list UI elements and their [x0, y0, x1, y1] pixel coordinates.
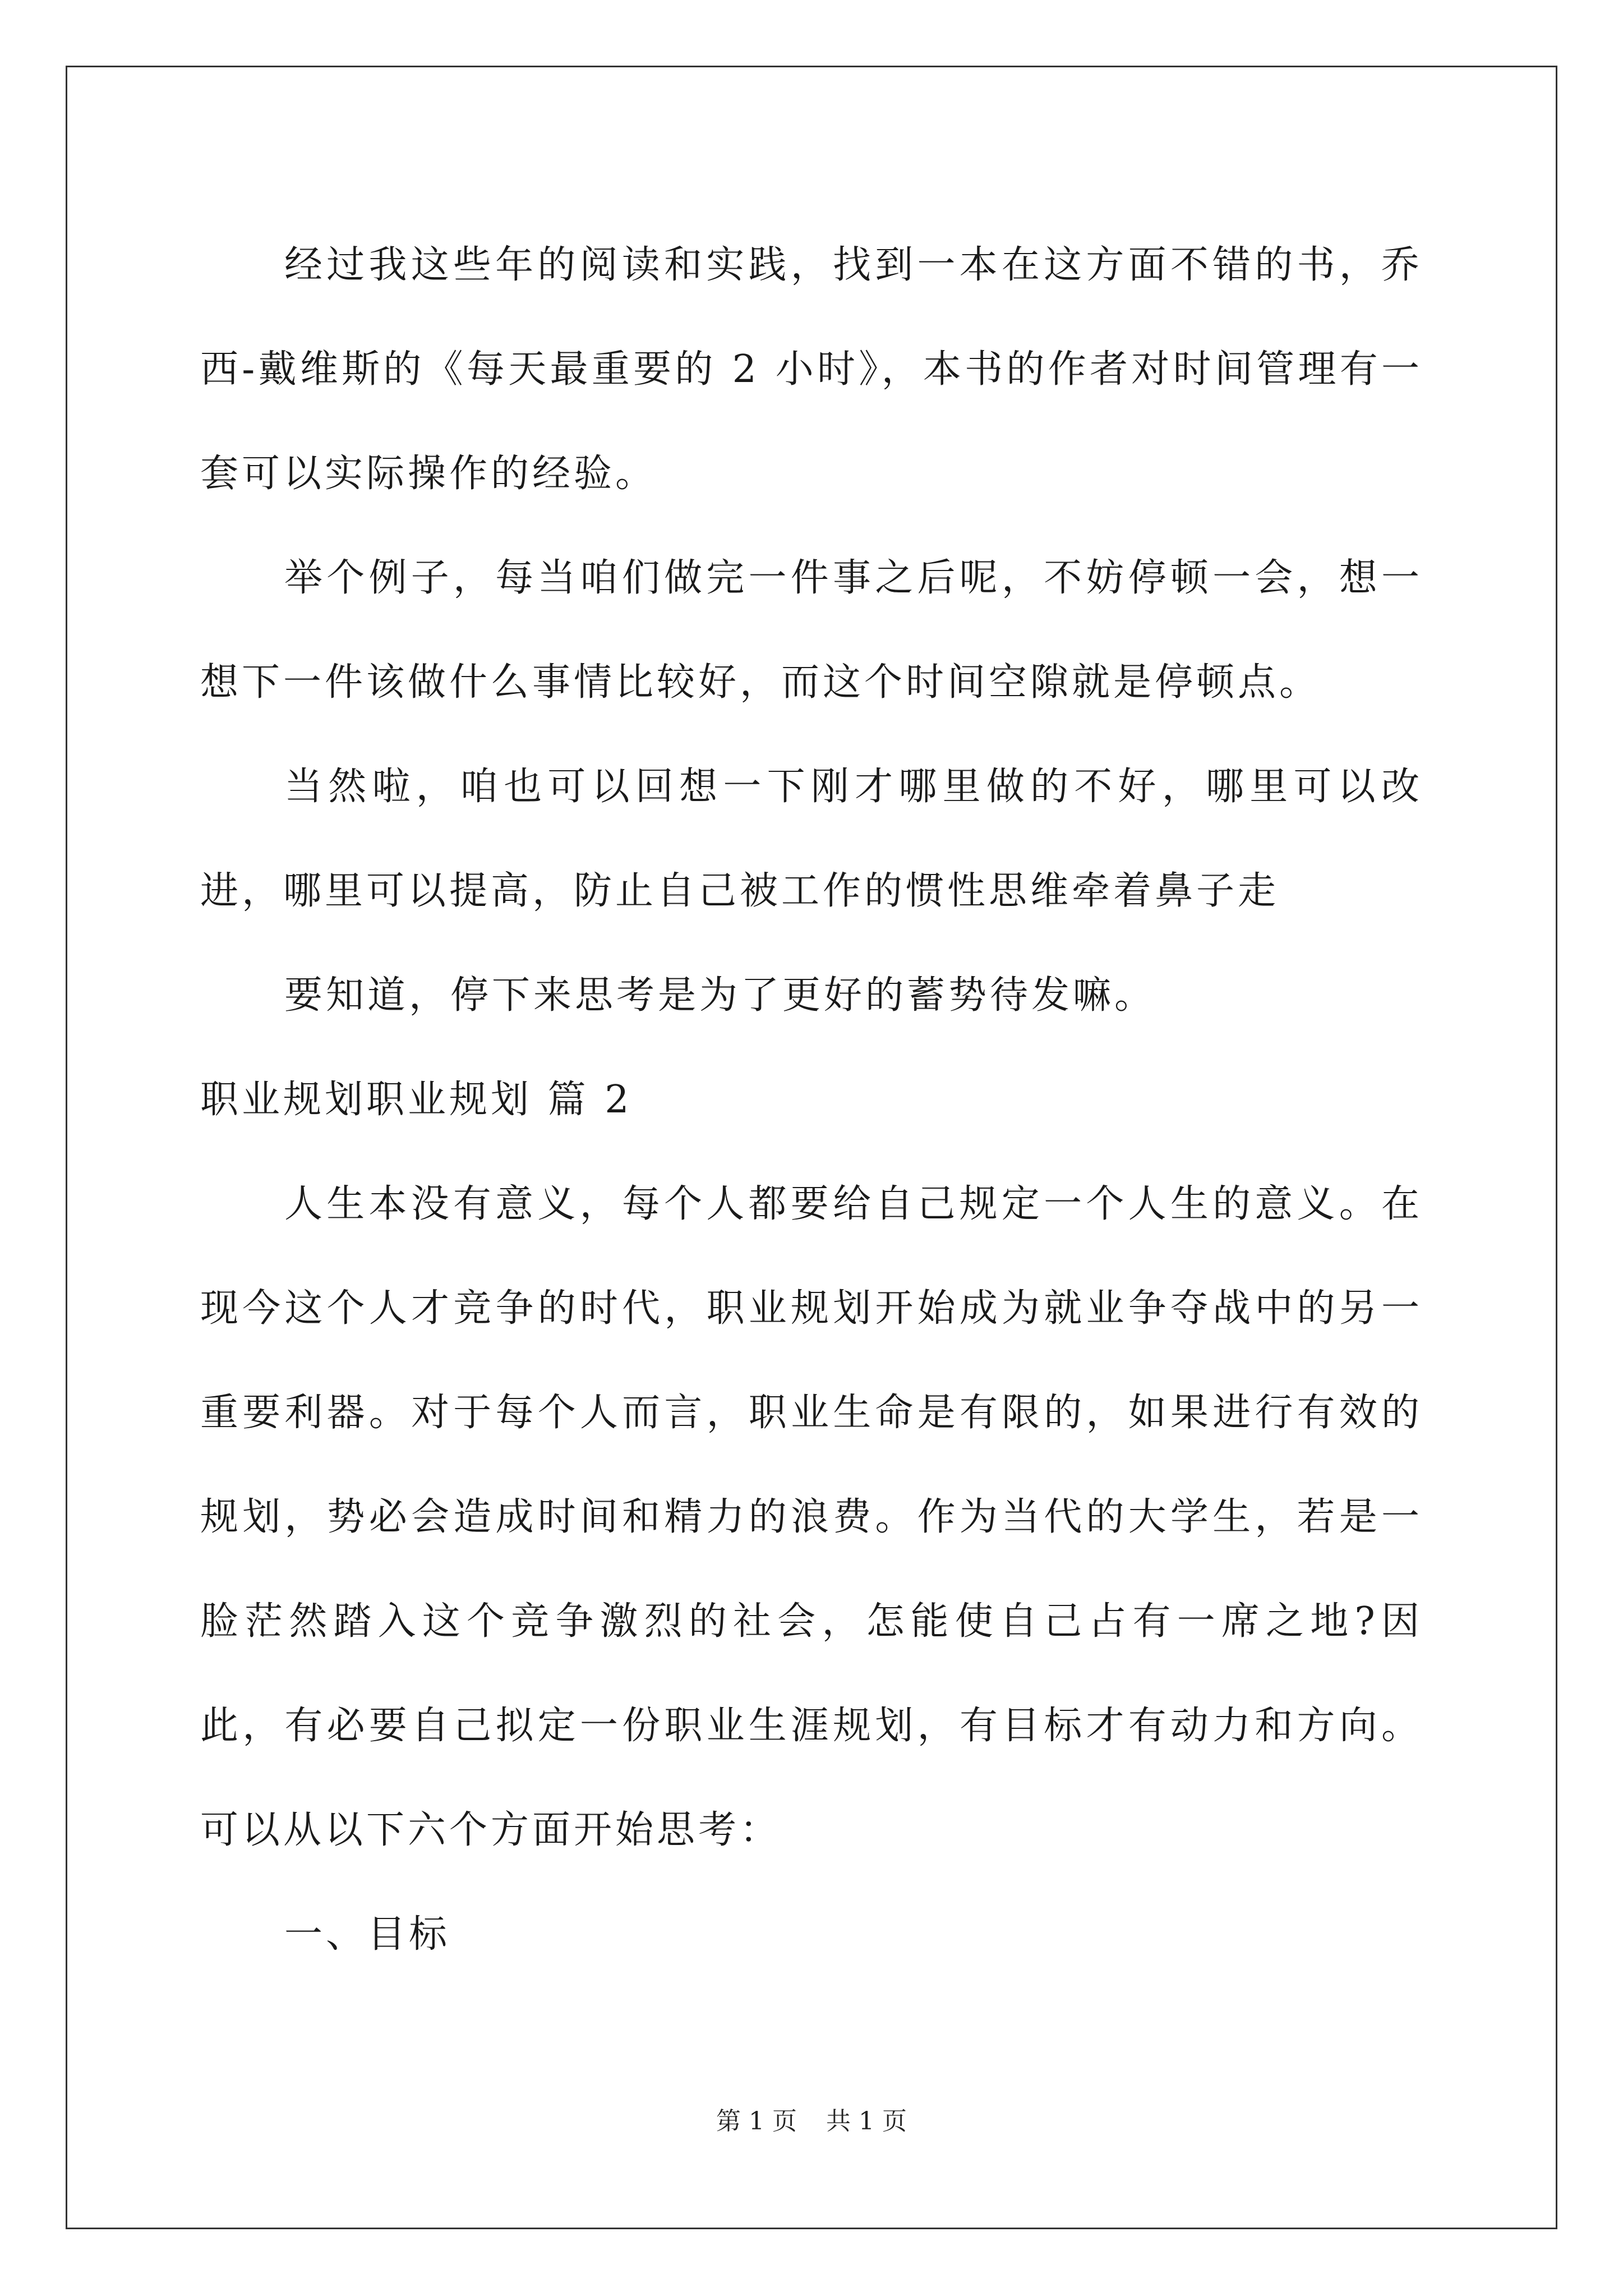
paragraph-book-recommendation: 经过我这些年的阅读和实践，找到一本在这方面不错的书，乔西-戴维斯的《每天最重要的 2 小时》，本书的作者对时间管理有一套可以实际操作的经验。 [200, 243, 1423, 496]
document-body [200, 213, 1423, 1987]
page-footer [0, 2101, 1623, 2137]
page-number-current: 第 1 页 [716, 2107, 797, 2136]
list-item-goal: 一、目标 [284, 1912, 451, 1957]
paragraph-career-intro: 人生本没有意义，每个人都要给自己规定一个人生的意义。在现今这个人才竞争的时代，职业规划开始成为就业争夺战中的另一重要利器。对于每个人而言，职业生命是有限的，如果进行有效的规划，势必会造成时间和精力的浪费。作为当代的大学生，若是一脸茫然踏入这个竞争激烈的社会，怎能使自己占有一席之地?因此，有必要自己拟定一份职业生涯规划，有目标才有动力和方向。可以从以下六个方面开始思考： [200, 1182, 1423, 1852]
paragraph-conclusion: 要知道，停下来思考是为了更好的蓄势待发嘛。 [284, 973, 1156, 1018]
page-number-total: 共 1 页 [826, 2107, 907, 2136]
paragraph-pause-example: 举个例子，每当咱们做完一件事之后呢，不妨停顿一会，想一想下一件该做什么事情比较好，而这个时间空隙就是停顿点。 [200, 556, 1423, 705]
section-heading: 职业规划职业规划 篇 2 [200, 1078, 633, 1122]
paragraph-reflection: 当然啦，咱也可以回想一下刚才哪里做的不好，哪里可以改进，哪里可以提高，防止自己被工作的惯性思维牵着鼻子走 [200, 765, 1423, 913]
